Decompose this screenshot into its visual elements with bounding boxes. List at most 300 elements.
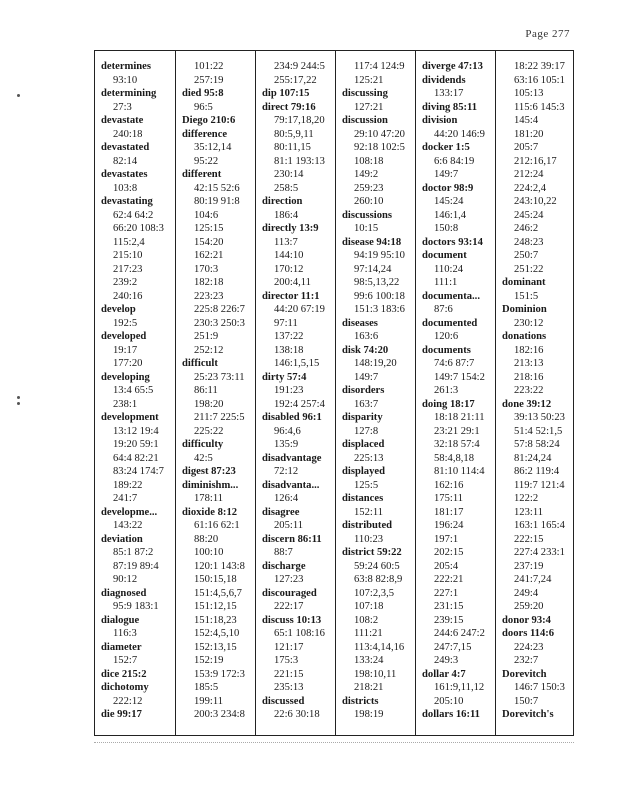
index-column-2 [175, 51, 255, 735]
page-line-reference: 215:10 [113, 250, 143, 261]
page-line-reference: 125:5 [354, 479, 379, 491]
index-term: disadvantage [262, 452, 322, 464]
page-line-reference: 10:15 [354, 223, 379, 234]
page-line-reference: 86:11 [194, 385, 218, 396]
page-line-reference: 211:7 225:5 [194, 412, 245, 423]
page-line-reference: 126:4 [274, 493, 299, 504]
page-line-reference: 103:8 [113, 182, 138, 194]
page-line-reference: 123:11 [514, 506, 544, 518]
index-term: dialogue [101, 614, 140, 626]
page-line-reference: 225:22 [194, 425, 224, 437]
page-line-reference: 205:4 [434, 560, 459, 572]
index-term: discussed [262, 695, 305, 707]
page-line-reference: 18:22 39:17 [514, 61, 565, 72]
page-line-reference: 163:6 [354, 331, 379, 342]
index-term: dividends [422, 74, 466, 86]
index-term: disorders [342, 385, 385, 396]
index-term: direct 79:16 [262, 101, 316, 113]
page-line-reference: 222:21 [434, 574, 464, 585]
page-line-reference: 198:20 [194, 398, 224, 410]
page-line-reference: 32:18 57:4 [434, 439, 480, 450]
index-term: difference [182, 128, 228, 140]
page-line-reference: 245:24 [514, 209, 544, 221]
page-line-reference: 161:9,11,12 [434, 682, 485, 693]
index-term: doctors 93:14 [422, 236, 483, 248]
page-line-reference: 152:7 [113, 655, 138, 666]
page-line-reference: 119:7 121:4 [514, 479, 565, 491]
page-line-reference: 152:13,15 [194, 641, 237, 653]
index-term: deviation [101, 533, 143, 545]
index-term: diverge 47:13 [422, 61, 483, 72]
index-term: direction [262, 196, 303, 207]
page-line-reference: 202:15 [434, 547, 464, 558]
page-line-reference: 255:17,22 [274, 74, 317, 86]
index-term: discussing [342, 88, 388, 99]
index-term: devastated [101, 142, 150, 153]
page-line-reference: 87:6 [434, 304, 453, 315]
page-line-reference: 113:4,14,16 [354, 641, 405, 653]
page-line-reference: 260:10 [354, 196, 384, 207]
index-term: division [422, 115, 458, 126]
index-term: development [101, 412, 159, 423]
page-line-reference: 27:3 [113, 101, 132, 113]
page-line-reference: 181:20 [514, 128, 544, 140]
page-line-reference: 177:20 [113, 358, 143, 369]
page-line-reference: 163:7 [354, 398, 379, 410]
page-line-reference: 251:22 [514, 263, 544, 275]
page-line-reference: 205:11 [274, 520, 304, 531]
index-term: diameter [101, 641, 142, 653]
page-line-reference: 81:10 114:4 [434, 466, 485, 477]
page-line-reference: 250:7 [514, 250, 539, 261]
page-line-reference: 247:7,15 [434, 641, 472, 653]
page-line-reference: 66:20 108:3 [113, 223, 164, 234]
page-line-reference: 151:12,15 [194, 601, 237, 612]
page-line-reference: 25:23 73:11 [194, 371, 245, 383]
page-line-reference: 115:2,4 [113, 236, 145, 248]
page-line-reference: 151:3 183:6 [354, 304, 405, 315]
page-line-reference: 230:12 [514, 317, 544, 329]
page-line-reference: 83:24 174:7 [113, 466, 164, 477]
page-line-reference: 143:22 [113, 520, 143, 531]
index-term: doing 18:17 [422, 398, 475, 410]
word-index-table [94, 50, 574, 736]
footer-rule [94, 742, 574, 743]
index-term: donor 93:4 [502, 614, 551, 626]
page-line-reference: 240:18 [113, 128, 143, 140]
page-line-reference: 104:6 [194, 209, 219, 221]
page-line-reference: 108:18 [354, 155, 384, 167]
page-line-reference: 241:7,24 [514, 574, 552, 585]
page-line-reference: 200:4,11 [274, 277, 311, 288]
index-term: documents [422, 344, 471, 356]
page-line-reference: 86:2 119:4 [514, 466, 560, 477]
page-line-reference: 248:23 [514, 236, 544, 248]
page-line-reference: 82:14 [113, 155, 138, 167]
page-line-reference: 81:24,24 [514, 452, 552, 464]
page-line-reference: 257:19 [194, 74, 224, 86]
page-line-reference: 175:11 [434, 493, 464, 504]
page-line-reference: 148:19,20 [354, 358, 397, 369]
page-line-reference: 196:24 [434, 520, 464, 531]
page-line-reference: 246:2 [514, 223, 539, 234]
index-term: documented [422, 317, 478, 329]
page-line-reference: 185:5 [194, 682, 219, 693]
page-line-reference: 88:20 [194, 533, 219, 545]
page-line-reference: 197:1 [434, 533, 459, 545]
page-line-reference: 137:22 [274, 331, 304, 342]
index-term: displaced [342, 439, 385, 450]
page-line-reference: 100:10 [194, 547, 224, 558]
page-line-reference: 115:6 145:3 [514, 101, 565, 113]
page-line-reference: 116:3 [113, 628, 137, 639]
index-column-1 [95, 51, 175, 735]
page-line-reference: 241:7 [113, 493, 138, 504]
page-line-reference: 192:4 257:4 [274, 398, 325, 410]
index-term: donations [502, 331, 547, 342]
page-line-reference: 113:7 [274, 236, 298, 248]
index-term: documenta... [422, 290, 480, 302]
page-line-reference: 65:1 108:16 [274, 628, 325, 639]
page-line-reference: 85:1 87:2 [113, 547, 154, 558]
index-term: discouraged [262, 587, 317, 599]
scan-speck [17, 402, 20, 405]
page-line-reference: 19:17 [113, 344, 138, 356]
index-term: dioxide 8:12 [182, 506, 238, 518]
page-line-reference: 224:23 [514, 641, 544, 653]
page-line-reference: 135:9 [274, 439, 299, 450]
page-line-reference: 237:19 [514, 560, 544, 572]
page-line-reference: 122:2 [514, 493, 539, 504]
index-term: discern 86:11 [262, 533, 322, 545]
index-term: developme... [101, 506, 158, 518]
index-term: doors 114:6 [502, 628, 555, 639]
page-line-reference: 186:4 [274, 209, 299, 221]
page-line-reference: 205:7 [514, 142, 539, 153]
page-line-reference: 59:24 60:5 [354, 560, 400, 572]
page-line-reference: 152:11 [354, 506, 384, 518]
index-term: devastates [101, 169, 148, 180]
index-term: distributed [342, 520, 393, 531]
page-line-reference: 163:1 165:4 [514, 520, 565, 531]
index-term: doctor 98:9 [422, 182, 474, 194]
page-line-reference: 111:1 [434, 277, 458, 288]
index-term: Dominion [502, 304, 547, 315]
page-line-reference: 178:11 [194, 493, 224, 504]
page-line-reference: 98:5,13,22 [354, 277, 400, 288]
page-line-reference: 218:21 [354, 682, 384, 693]
index-term: determines [101, 61, 152, 72]
index-term: displayed [342, 466, 385, 477]
page-line-reference: 239:2 [113, 277, 138, 288]
page-line-reference: 18:18 21:11 [434, 412, 485, 423]
page-line-reference: 199:11 [194, 695, 224, 707]
page-line-reference: 64:4 82:21 [113, 452, 159, 464]
page-line-reference: 149:2 [354, 169, 379, 180]
index-term: discuss 10:13 [262, 614, 322, 626]
page-line-reference: 162:16 [434, 479, 464, 491]
page-line-reference: 240:16 [113, 290, 143, 302]
index-term: different [182, 169, 222, 180]
page-line-reference: 152:4,5,10 [194, 628, 240, 639]
page-line-reference: 110:23 [354, 533, 384, 545]
page-line-reference: 19:20 59:1 [113, 439, 159, 450]
index-column-5 [415, 51, 495, 735]
page-line-reference: 150:8 [434, 223, 459, 234]
index-term: dollar 4:7 [422, 668, 466, 680]
index-term: developing [101, 371, 150, 383]
page-line-reference: 170:12 [274, 263, 304, 275]
index-term: done 39:12 [502, 398, 552, 410]
page-line-reference: 232:7 [514, 655, 539, 666]
page-line-reference: 93:10 [113, 74, 138, 86]
page-line-reference: 6:6 84:19 [434, 155, 475, 167]
page-line-reference: 227:4 233:1 [514, 547, 565, 558]
page-line-reference: 39:13 50:23 [514, 412, 565, 423]
page-line-reference: 238:1 [113, 398, 138, 410]
page-line-reference: 111:21 [354, 628, 383, 639]
page-line-reference: 127:8 [354, 425, 379, 437]
page-line-reference: 63:16 105:1 [514, 74, 565, 86]
page-line-reference: 62:4 64:2 [113, 209, 154, 221]
page-line-reference: 191:23 [274, 385, 304, 396]
page-line-reference: 249:4 [514, 587, 539, 599]
page-line-reference: 182:18 [194, 277, 224, 288]
index-term: discussion [342, 115, 388, 126]
page-line-reference: 146:1,5,15 [274, 358, 320, 369]
index-term: disadvanta... [262, 479, 320, 491]
index-term: disparity [342, 412, 383, 423]
page-line-reference: 225:8 226:7 [194, 304, 245, 315]
index-term: diminishm... [182, 479, 239, 491]
page-line-reference: 189:22 [113, 479, 143, 491]
page-line-reference: 95:22 [194, 155, 219, 167]
page-line-reference: 29:10 47:20 [354, 128, 405, 140]
page-line-reference: 88:7 [274, 547, 293, 558]
index-term: developed [101, 331, 147, 342]
page-line-reference: 120:6 [434, 331, 459, 342]
page-line-reference: 125:21 [354, 74, 384, 86]
page-line-reference: 42:15 52:6 [194, 182, 240, 194]
page-line-reference: 259:20 [514, 601, 544, 612]
page-line-reference: 146:7 150:3 [514, 682, 565, 693]
page-line-reference: 44:20 67:19 [274, 304, 325, 315]
page-line-reference: 222:12 [113, 695, 143, 707]
page-line-reference: 144:10 [274, 250, 304, 261]
page-line-reference: 258:5 [274, 182, 299, 194]
page-line-reference: 154:20 [194, 236, 224, 248]
page-line-reference: 133:24 [354, 655, 384, 666]
page-line-reference: 146:1,4 [434, 209, 467, 221]
page-line-reference: 145:4 [514, 115, 539, 126]
index-column-6 [495, 51, 575, 735]
index-term: disagree [262, 506, 300, 518]
page-line-reference: 162:21 [194, 250, 224, 261]
index-term: dollars 16:11 [422, 709, 480, 720]
page-line-reference: 96:4,6 [274, 425, 301, 437]
page-line-reference: 224:2,4 [514, 182, 547, 194]
index-term: districts [342, 695, 379, 707]
index-term: Dorevitch [502, 668, 547, 680]
page-line-reference: 150:7 [514, 695, 539, 707]
page-line-reference: 145:24 [434, 196, 464, 207]
index-column-3 [255, 51, 335, 735]
index-term: determining [101, 88, 157, 99]
page-line-reference: 127:23 [274, 574, 304, 585]
page-line-reference: 74:6 87:7 [434, 358, 475, 369]
page-line-reference: 212:24 [514, 169, 544, 180]
page-line-reference: 175:3 [274, 655, 299, 666]
index-term: discharge [262, 560, 306, 572]
page-line-reference: 57:8 58:24 [514, 439, 560, 450]
page-line-reference: 249:3 [434, 655, 459, 666]
index-term: dirty 57:4 [262, 371, 307, 383]
index-term: dip 107:15 [262, 88, 310, 99]
scan-speck [17, 396, 20, 399]
page-line-reference: 80:11,15 [274, 142, 311, 153]
index-term: dichotomy [101, 682, 149, 693]
page-line-reference: 101:22 [194, 61, 224, 72]
page-line-reference: 94:19 95:10 [354, 250, 405, 261]
index-term: directly 13:9 [262, 223, 319, 234]
index-term: disk 74:20 [342, 344, 389, 356]
index-term: director 11:1 [262, 290, 320, 302]
page-line-reference: 22:6 30:18 [274, 709, 320, 720]
page-line-reference: 222:15 [514, 533, 544, 545]
page-line-reference: 44:20 146:9 [434, 128, 485, 140]
page-line-reference: 150:15,18 [194, 574, 237, 585]
page-line-reference: 79:17,18,20 [274, 115, 325, 126]
index-term: disabled 96:1 [262, 412, 322, 423]
index-term: died 95:8 [182, 88, 224, 99]
page-line-reference: 151:18,23 [194, 614, 237, 626]
index-term: devastate [101, 115, 144, 126]
page-line-reference: 227:1 [434, 587, 459, 599]
page-line-reference: 239:15 [434, 614, 464, 626]
index-term: document [422, 250, 467, 261]
page-line-reference: 223:23 [194, 290, 224, 302]
page-line-reference: 149:7 [354, 371, 379, 383]
page-line-reference: 198:10,11 [354, 668, 397, 680]
page-line-reference: 35:12,14 [194, 142, 232, 153]
page-line-reference: 152:19 [194, 655, 224, 666]
page-line-reference: 107:2,3,5 [354, 587, 395, 599]
page-line-reference: 133:17 [434, 88, 464, 99]
page-line-reference: 121:17 [274, 641, 304, 653]
index-column-4 [335, 51, 415, 735]
index-term: difficulty [182, 439, 224, 450]
page-line-reference: 81:1 193:13 [274, 155, 325, 167]
page-line-reference: 218:16 [514, 371, 544, 383]
page-line-reference: 92:18 102:5 [354, 142, 405, 153]
page-line-reference: 127:21 [354, 101, 384, 113]
index-term: digest 87:23 [182, 466, 236, 477]
index-term: die 99:17 [101, 709, 142, 720]
page-line-reference: 212:16,17 [514, 155, 557, 167]
page-line-reference: 243:10,22 [514, 196, 557, 207]
page-line-reference: 58:4,8,18 [434, 452, 475, 464]
page-line-reference: 63:8 82:8,9 [354, 574, 403, 585]
scan-speck [17, 94, 20, 97]
index-term: docker 1:5 [422, 142, 470, 153]
page-line-reference: 80:19 91:8 [194, 196, 240, 207]
page-line-reference: 61:16 62:1 [194, 520, 240, 531]
page-line-reference: 42:5 [194, 452, 213, 464]
index-term: diseases [342, 317, 378, 329]
page-line-reference: 170:3 [194, 263, 219, 275]
page-line-reference: 117:4 124:9 [354, 61, 405, 72]
page-line-reference: 110:24 [434, 263, 464, 275]
page-line-reference: 87:19 89:4 [113, 560, 159, 572]
page-line-reference: 13:12 19:4 [113, 425, 159, 437]
index-term: district 59:22 [342, 547, 402, 558]
page-line-reference: 181:17 [434, 506, 464, 518]
index-term: diagnosed [101, 587, 147, 599]
page-line-reference: 153:9 172:3 [194, 668, 245, 680]
page-line-reference: 99:6 100:18 [354, 290, 405, 302]
page-line-reference: 205:10 [434, 695, 464, 707]
page-line-reference: 138:18 [274, 344, 304, 356]
page-line-reference: 182:16 [514, 344, 544, 356]
page-line-reference: 97:14,24 [354, 263, 392, 275]
page-line-reference: 151:5 [514, 290, 539, 302]
page-line-reference: 230:14 [274, 169, 304, 180]
page-line-reference: 107:18 [354, 601, 384, 612]
index-term: disease 94:18 [342, 236, 402, 248]
page-line-reference: 97:11 [274, 317, 298, 329]
index-term: diving 85:11 [422, 101, 478, 113]
index-term: difficult [182, 358, 218, 369]
index-term: distances [342, 493, 384, 504]
page-line-reference: 13:4 65:5 [113, 385, 154, 396]
page-line-reference: 200:3 234:8 [194, 709, 245, 720]
page-line-reference: 51:4 52:1,5 [514, 425, 563, 437]
page-line-reference: 251:9 [194, 331, 219, 342]
page-line-reference: 95:9 183:1 [113, 601, 159, 612]
page-line-reference: 149:7 154:2 [434, 371, 485, 383]
page-line-reference: 223:22 [514, 385, 544, 396]
page-line-reference: 213:13 [514, 358, 544, 369]
index-term: dice 215:2 [101, 668, 147, 680]
page-line-reference: 192:5 [113, 317, 138, 329]
page-line-reference: 96:5 [194, 101, 213, 113]
page-line-reference: 23:21 29:1 [434, 425, 480, 437]
page-line-reference: 105:13 [514, 88, 544, 99]
page-line-reference: 90:12 [113, 574, 138, 585]
index-term: develop [101, 304, 136, 315]
index-term: devastating [101, 196, 153, 207]
page-line-reference: 252:12 [194, 344, 224, 356]
page-line-reference: 225:13 [354, 452, 384, 464]
page-line-reference: 244:6 247:2 [434, 628, 485, 639]
page-line-reference: 72:12 [274, 466, 299, 477]
index-term: Diego 210:6 [182, 115, 236, 126]
page-line-reference: 125:15 [194, 223, 224, 234]
page-line-reference: 235:13 [274, 682, 304, 693]
page-line-reference: 222:17 [274, 601, 304, 612]
page-number: Page 277 [525, 28, 570, 40]
page-line-reference: 231:15 [434, 601, 464, 612]
page-line-reference: 221:15 [274, 668, 304, 680]
page-line-reference: 108:2 [354, 614, 379, 626]
page-line-reference: 217:23 [113, 263, 143, 275]
page-line-reference: 259:23 [354, 182, 384, 194]
page-line-reference: 120:1 143:8 [194, 560, 245, 572]
page-line-reference: 151:4,5,6,7 [194, 587, 242, 599]
page-line-reference: 230:3 250:3 [194, 317, 245, 329]
page-line-reference: 198:19 [354, 709, 384, 720]
page-line-reference: 261:3 [434, 385, 459, 396]
